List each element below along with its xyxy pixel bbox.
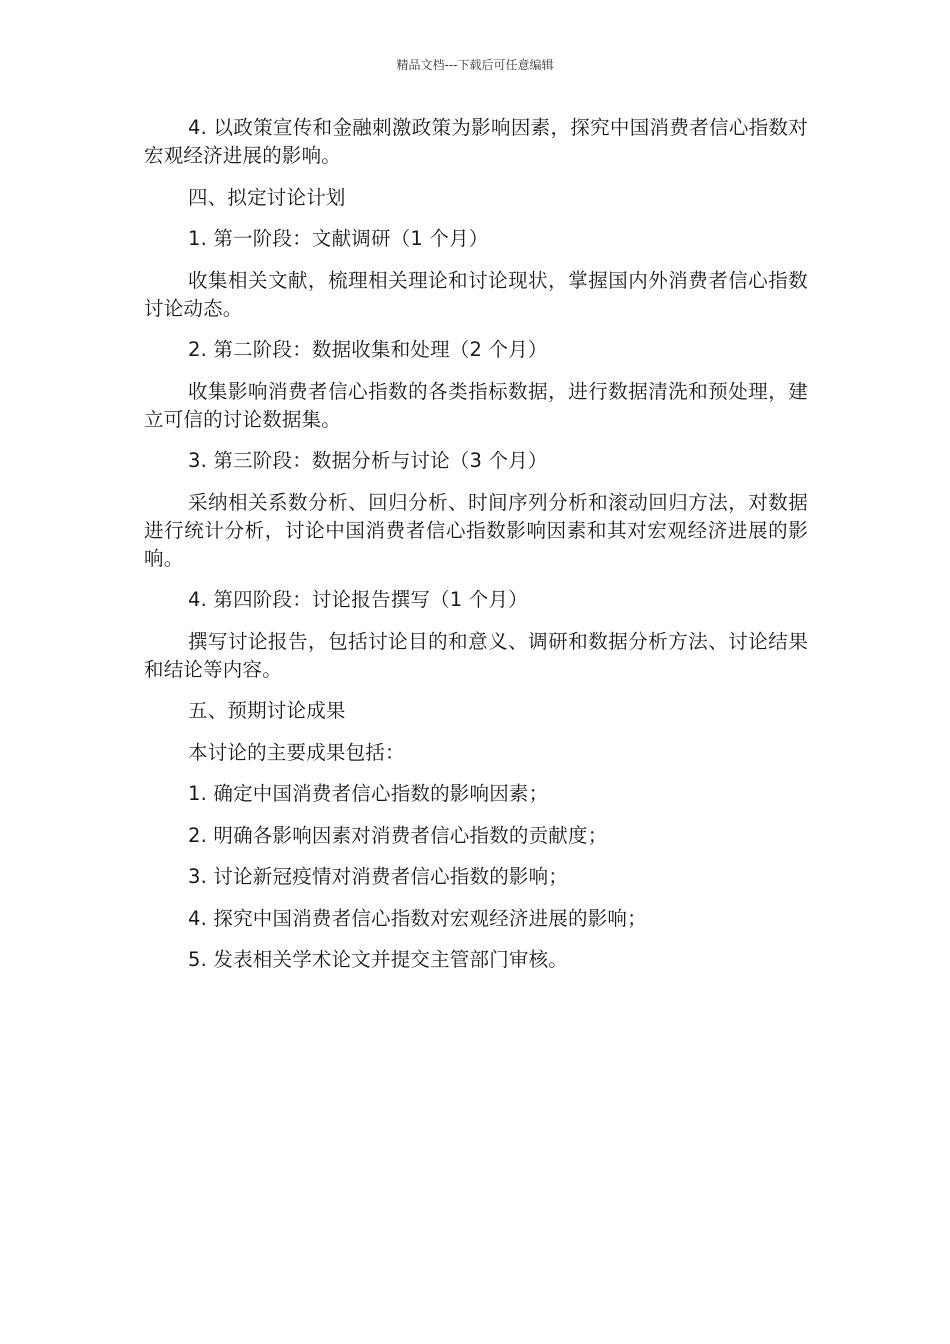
page-header-watermark: 精品文档---下载后可任意编辑 [396, 58, 554, 72]
result-item-5: 5. 发表相关学术论文并提交主管部门审核。 [188, 948, 569, 971]
stage-4-description: 撰写讨论报告，包括讨论目的和意义、调研和数据分析方法、讨论结果和结论等内容。 [144, 629, 808, 681]
stage-1-heading: 1. 第一阶段：文献调研（1 个月） [188, 227, 489, 250]
result-item-3: 3. 讨论新冠疫情对消费者信心指数的影响； [188, 865, 569, 888]
section-heading-expected-results: 五、预期讨论成果 [188, 699, 346, 722]
result-item-4: 4. 探究中国消费者信心指数对宏观经济进展的影响； [188, 906, 647, 930]
stage-2-description: 收集影响消费者信心指数的各类指标数据，进行数据清洗和预处理，建立可信的讨论数据集。 [144, 379, 808, 431]
stage-3-heading: 3. 第三阶段：数据分析与讨论（3 个月） [188, 449, 548, 472]
result-item-2: 2. 明确各影响因素对消费者信心指数的贡献度； [188, 823, 608, 847]
section-heading-research-plan: 四、拟定讨论计划 [188, 185, 346, 209]
result-item-1: 1. 确定中国消费者信心指数的影响因素； [188, 782, 549, 805]
stage-2-heading: 2. 第二阶段：数据收集和处理（2 个月） [188, 338, 548, 361]
document-body [144, 114, 808, 988]
stage-3-description: 采纳相关系数分析、回归分析、时间序列分析和滚动回归方法，对数据进行统计分析，讨论中国消费者信心指数影响因素和其对宏观经济进展的影响。 [144, 490, 808, 570]
stage-1-description: 收集相关文献，梳理相关理论和讨论现状，掌握国内外消费者信心指数讨论动态。 [144, 268, 808, 320]
paragraph-goal-4: 4. 以政策宣传和金融刺激政策为影响因素，探究中国消费者信心指数对宏观经济进展的影响。 [144, 116, 808, 167]
stage-4-heading: 4. 第四阶段：讨论报告撰写（1 个月） [188, 588, 528, 611]
results-intro: 本讨论的主要成果包括： [188, 740, 405, 764]
